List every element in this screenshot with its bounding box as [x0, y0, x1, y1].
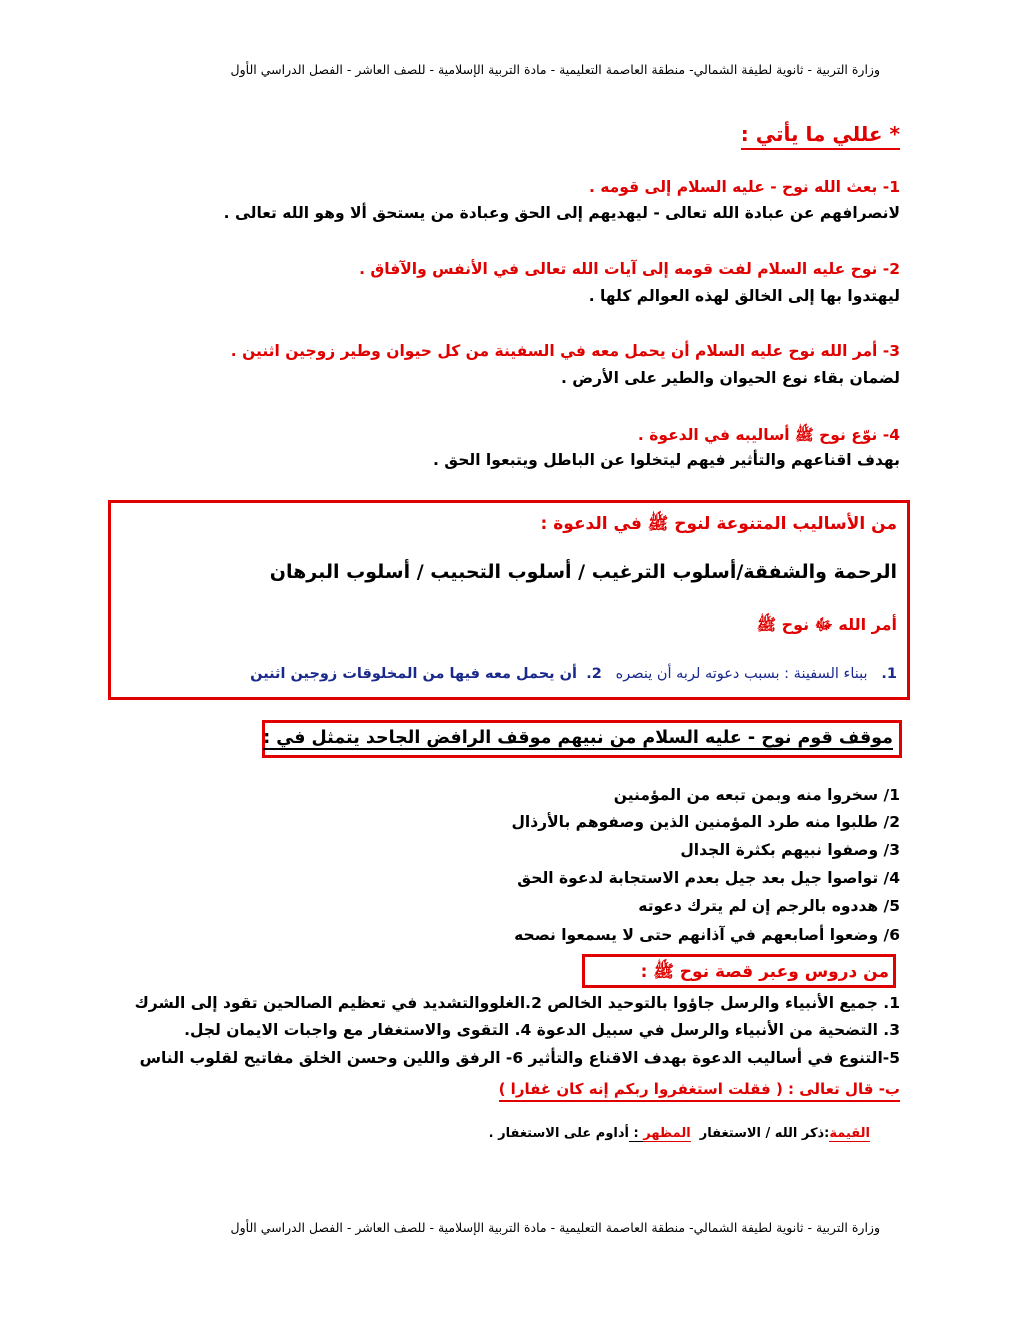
section-title: * عللي ما يأتي : — [741, 122, 900, 150]
command-item-1-number: 1. — [881, 666, 897, 682]
question-2: 2- نوح عليه السلام لفت قومه إلى آيات الله تعالى في الأنفس والآفاق . — [359, 260, 900, 278]
command-item-2-number: 2. — [586, 666, 602, 682]
stance-item-3: 3/ وصفوا نبيهم بكثرة الجدال — [680, 841, 900, 859]
manifest-label: المظهر — [643, 1126, 691, 1141]
manifest-text: أداوم على الاستغفار . — [488, 1126, 629, 1141]
value-text: :ذكر الله / الاستغفار — [699, 1126, 830, 1141]
stance-item-4: 4/ تواصوا جيل بعد جيل بعدم الاستجابة لدعوة الحق — [517, 869, 900, 887]
lessons-line-2: 3. التضحية من الأنبياء والرسل في سبيل الدعوة 4. التقوى والاستغفار مع واجبات الايمان لجل. — [184, 1021, 900, 1039]
command-item-2-text: أن يحمل معه فيها من المخلوقات زوجين اثنين — [250, 666, 577, 682]
lessons-title: من دروس وعبر قصة نوح ﷺ : — [640, 962, 889, 982]
answer-2: ليهتدوا بها إلى الخالق لهذه العوالم كلها . — [588, 287, 900, 305]
question-4: 4- نوّع نوح ﷺ أساليبه في الدعوة . — [637, 426, 900, 444]
page-footer: وزارة التربية - ثانوية لطيفة الشمالي- منطقة العاصمة التعليمية - مادة التربية الإسلامية - للصف العاشر - الفصل الدراسي الأول — [230, 1220, 880, 1235]
people-stance-box — [262, 720, 902, 758]
answer-1: لانصرافهم عن عبادة الله تعالى - ليهديهم إلى الحق وعبادة من يستحق ألا وهو الله تعالى . — [223, 204, 900, 222]
lessons-line-3: 5-التنوع في أساليب الدعوة بهدف الاقناع والتأثير 6- الرفق واللين وحسن الخلق مفاتيح لقلوب الناس — [139, 1049, 900, 1067]
dawah-styles-line: الرحمة والشفقة/أسلوب الترغيب / أسلوب التحبيب / أسلوب البرهان — [269, 561, 897, 583]
answer-3: لضمان بقاء نوع الحيوان والطير على الأرض . — [561, 369, 900, 387]
stance-item-2: 2/ طلبوا منه طرد المؤمنين الذين وصفوهم بالأرذال — [511, 813, 900, 831]
value-line — [489, 1126, 870, 1141]
allah-command-list — [250, 666, 897, 682]
question-1: 1- بعث الله نوح - عليه السلام إلى قومه . — [588, 178, 900, 196]
stance-item-6: 6/ وضعوا أصابعهم في آذانهم حتى لا يسمعوا نصحه — [514, 926, 900, 944]
dawah-styles-box — [108, 500, 910, 700]
stance-item-1: 1/ سخروا منه وبمن تبعه من المؤمنين — [613, 786, 900, 804]
answer-4: بهدف اقناعهم والتأثير فيهم ليتخلوا عن الباطل ويتبعوا الحق . — [432, 451, 900, 469]
command-item-1-text: ببناء السفينة : بسبب دعوته لربه أن ينصره — [615, 666, 868, 682]
quran-verse: ب- قال تعالى : ( فقلت استغفروا ربكم إنه كان غفارا ) — [499, 1080, 900, 1102]
lessons-line-1: 1. جميع الأنبياء والرسل جاؤوا بالتوحيد الخالص 2.الغلووالتشديد في تعظيم الصالحين تقود إلى الشرك — [134, 994, 900, 1012]
lessons-box — [582, 954, 896, 988]
stance-item-5: 5/ هددوه بالرجم إن لم يترك دعوته — [638, 897, 900, 915]
question-3: 3- أمر الله نوح عليه السلام أن يحمل معه في السفينة من كل حيوان وطير زوجين اثنين . — [230, 342, 900, 360]
dawah-styles-title: من الأساليب المتنوعة لنوح ﷺ في الدعوة : — [540, 514, 897, 534]
page-header: وزارة التربية - ثانوية لطيفة الشمالي- منطقة العاصمة التعليمية - مادة التربية الإسلامية - للصف العاشر - الفصل الدراسي الأول — [230, 62, 880, 77]
allah-command-title: أمر الله ﷻ نوح ﷺ — [756, 615, 897, 634]
value-label: القيمة — [829, 1126, 870, 1141]
manifest-colon: : — [629, 1126, 644, 1141]
people-stance-title: موقف قوم نوح - عليه السلام من نبيهم موقف الرافض الجاحد يتمثل في : — [263, 728, 893, 748]
